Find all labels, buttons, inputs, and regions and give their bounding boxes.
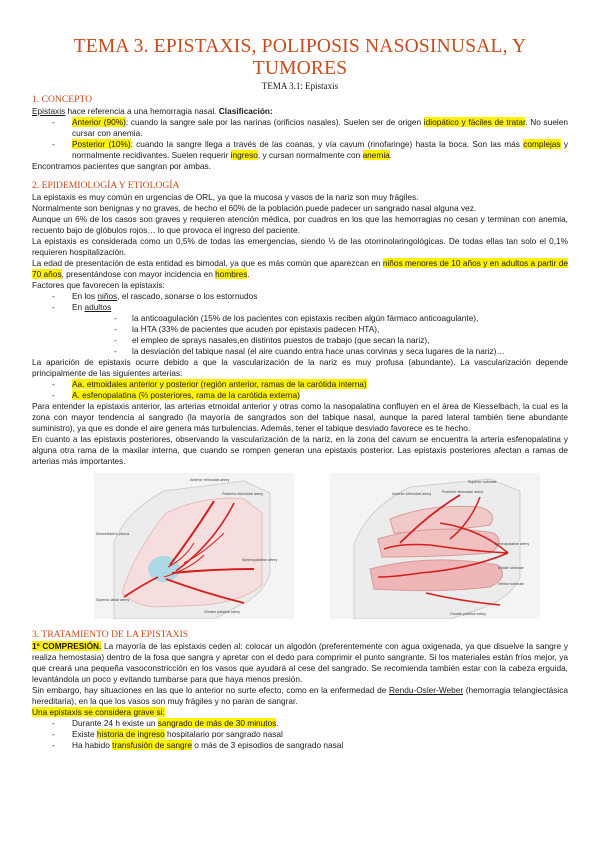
label-superior-turbinate: Superior turbinate: [468, 480, 497, 484]
list-item: - Durante 24 h existe un sangrado de más de 30 minutos.: [52, 718, 279, 728]
document-subtitle: TEMA 3.1: Epistaxis: [261, 81, 339, 91]
figure-lateral-wall-arteries: [330, 473, 540, 619]
section-heading-epidemiologia: 2. EPIDEMIOLOGÍA Y ETIOLOGÍA: [32, 180, 180, 191]
list-item: - la HTA (33% de pacientes que acuden por epistaxis padecen HTA),: [114, 324, 380, 334]
section-tratamiento: [32, 629, 568, 751]
paragraph-age: La edad de presentación de esta entidad es bimodal, ya que es más común que aparezcan en niños menores de 10 años y en adultos a partir de 70 años, presentándose con mayor incidencia en hombres.: [32, 258, 568, 279]
septum-illustration: [94, 473, 294, 619]
list-item-ninos: - En los niños, el rascado, sonarse o los estornudos: [52, 291, 258, 301]
list-item: - Ha habido transfusión de sangre o más de 3 episodios de sangrado nasal: [52, 740, 344, 750]
concepto-intro: Epistaxis hace referencia a una hemorragia nasal. Clasificación:: [32, 106, 273, 116]
list-item-esfenopalatina: - A. esfenopalatina (⅔ posteriores, rama de la carótida externa): [52, 390, 300, 400]
paragraph-compresion: 1º COMPRESIÓN. La mayoría de las epistaxis ceden al: colocar un algodón (preferentemente con agua oxigenada, ya que disuelve la sangre y realiza hemostasia) dentro de la fosa que sangra y apretar con el dedo para comprimir el punto sangrante. Si los materiales están fríos mejor, ya que creará una pequeña vasoconstricción en los vasos que ayudará al cese del sangrado. Se recomienda también estar con la cabeza erguida, levantándola un poco y evitando tumbarse para que haya menos presión.: [32, 641, 568, 684]
list-item-anterior: - Anterior (90%): cuando la sangre sale por las narinas (orificios nasales). Suelen ser de origen idiopático y fáciles de tratar. No suelen cursar con anemia.: [52, 117, 569, 138]
figures-row: [32, 473, 568, 621]
paragraph: La epistaxis es muy común en urgencias de ORL, ya que la mucosa y vasos de la nariz son muy frágiles.: [32, 192, 419, 202]
label-superior-labial: Superior labial artery: [96, 598, 130, 602]
concepto-closing: Encontramos pacientes que sangran por ambas.: [32, 161, 211, 171]
label-greater-palatine: Greater palatine artery: [450, 612, 486, 616]
figure-septum-arteries: [94, 473, 294, 619]
list-item-adultos: - En adultos: [52, 302, 112, 312]
paragraph-vascularization: La aparición de epistaxis ocurre debido a que la vascularización de la nariz es muy profusa (abundante). La vascularización depende principalmente de las siguientes arterias:: [32, 357, 568, 378]
list-item-posterior: - Posterior (10%): cuando la sangre llega a través de las coanas, y vía cavum (rinofaringe) hasta la boca. Son las más complejas y normalmente recidivantes. Suelen requerir ingreso, y cursan normalmente con anemia.: [52, 139, 568, 160]
label-inferior-turbinate: Inferior turbinate: [498, 582, 525, 586]
list-item: - Existe historia de ingreso hospitalario por sangrado nasal: [52, 729, 283, 739]
paragraph: La epistaxis es considerada como un 0,5% de todas las emergencias, siendo ⅓ de las otorrinolaringológicas. De todas ellas tan solo el 0,1% requieren hospitalización.: [32, 236, 568, 257]
paragraph-rendu-osler: Sin embargo, hay situaciones en las que lo anterior no surte efecto, como en la enfermedad de Rendu-Osler-Weber (hemorragia telangiectásica hereditaria), en la que los vasos son muy frágiles y no paran de sangrar.: [32, 685, 568, 706]
paragraph: Aunque un 6% de los casos son graves y requieren atención médica, por cuadros en los que las hemorragias no cesan y terminan con anemia, recuento bajo de glóbulos rojos… lo que provoca el ingreso del paciente.: [32, 214, 568, 235]
document-title: TEMA 3. EPISTAXIS, POLIPOSIS NASOSINUSAL, Y TUMORES: [73, 36, 527, 79]
section-epidemiologia: [32, 180, 568, 621]
label-sphenopalatine: Sphenopalatine artery: [494, 542, 530, 546]
list-item-etmoidales: - Aa. etmoidales anterior y posterior (región anterior, ramas de la carótida interna): [52, 379, 367, 389]
label-greater-palatine: Greater palatine artery: [204, 610, 240, 614]
list-item: - la anticoagulación (15% de los pacientes con epistaxis reciben algún fármaco anticoagulante),: [114, 313, 479, 323]
grave-title: Una epistaxis se considera grave si:: [32, 707, 165, 717]
factors-list: [32, 291, 568, 357]
grave-list: [32, 718, 568, 751]
section-concepto: [32, 94, 568, 172]
lateral-wall-illustration: [330, 473, 540, 619]
label-posterior-ethmoidal: Posterior ethmoidal artery: [442, 490, 484, 494]
arteries-list: [32, 379, 568, 401]
list-item: - el empleo de sprays nasales,en distintos puestos de trabajo (que secan la nariz),: [114, 335, 430, 345]
list-item: - la desviación del tabique nasal (el aire cuando entra hace unas corvinas y seca lugares de la nariz)…: [114, 346, 505, 356]
label-anterior-ethmoidal: Anterior ethmoidal artery: [190, 478, 230, 482]
paragraph-anterior: Para entender la epistaxis anterior, las arterias etmoidal anterior y otras como la nasopalatina confluyen en el área de Kiesselbach, la cual es la zona con mayor tendencia al sangrado (la mayoría de sangrados son del tabique nasal, aunque la pared lateral también tiene abundante suministro), ya que es donde el aire genera más turbulencias. Además, tener el tabique desviado favorece es te hecho.: [32, 401, 568, 433]
label-kiesselbach: Kiesselbach's plexus: [96, 532, 130, 536]
section-heading-concepto: 1. CONCEPTO: [32, 94, 93, 105]
label-anterior-ethmoidal: Anterior ethmoidal artery: [392, 492, 432, 496]
section-heading-tratamiento: 3. TRATAMIENTO DE LA EPISTAXIS: [32, 629, 189, 640]
label-middle-turbinate: Middle turbinate: [498, 566, 524, 570]
paragraph: Normalmente son benignas y no graves, de hecho el 60% de la población puede padecer un sangrado nasal alguna vez.: [32, 203, 477, 213]
factors-title: Factores que favorecen la epistaxis:: [32, 280, 165, 290]
paragraph-posterior: En cuanto a las epistaxis posteriores, observando la vascularización de la nariz, en la zona del cavum se encuentra la arteria esfenopalatina y alguna otra rama de la maxilar interna, que cuando se rompen generan una epistaxis posterior. Las epistaxis posteriores afectan a ramas de arterias más importantes.: [32, 434, 568, 466]
inferior-turbinate-shape: [370, 560, 503, 591]
classification-list: [32, 117, 568, 161]
label-posterior-ethmoidal: Posterior ethmoidal artery: [222, 492, 264, 496]
kiesselbach-area: [148, 556, 180, 582]
label-sphenopalatine: Sphenopalatine artery: [242, 558, 278, 562]
